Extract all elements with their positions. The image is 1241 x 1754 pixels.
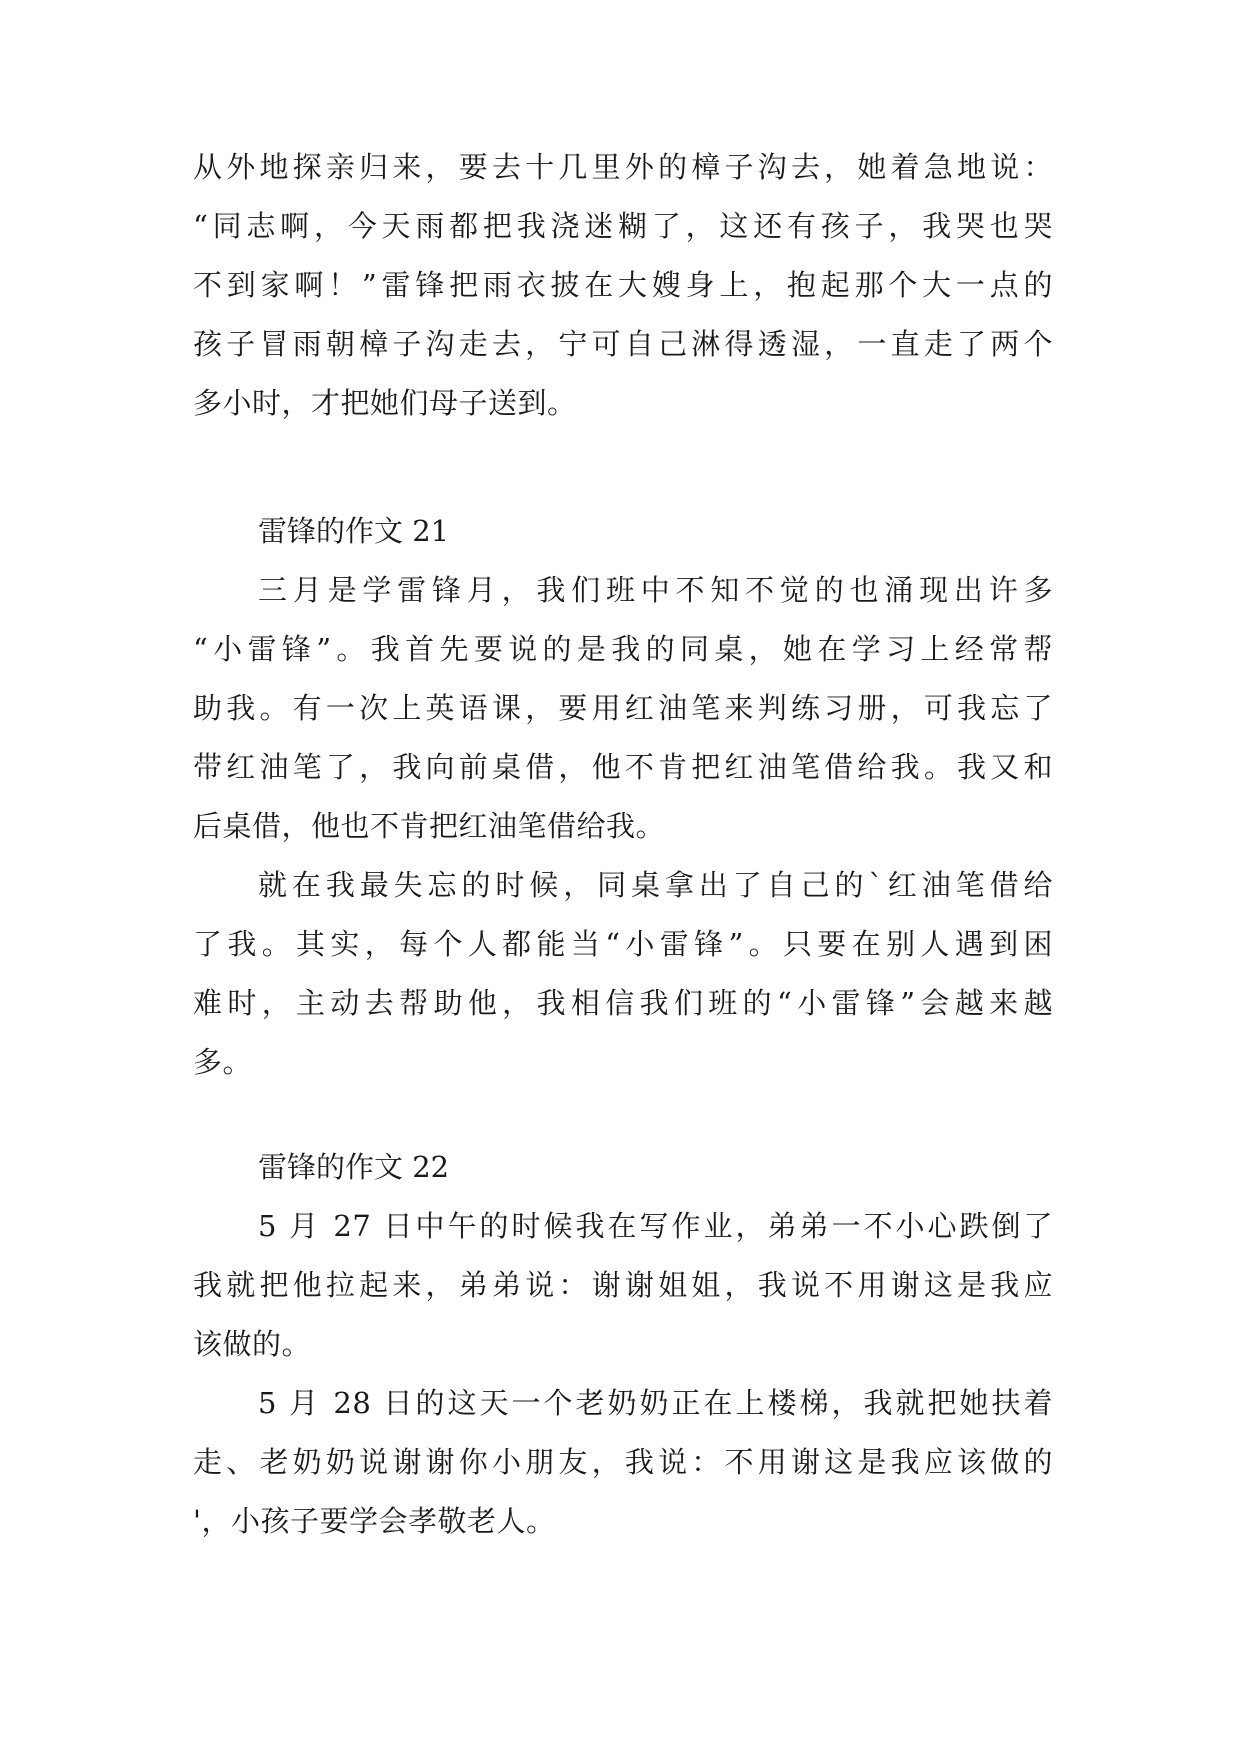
paragraph [193, 856, 1053, 1092]
text-line: “同志啊，今天雨都把我浇迷糊了，这还有孩子，我哭也哭 [193, 209, 1053, 243]
text-line: 后桌借，他也不肯把红油笔借给我。 [193, 809, 666, 843]
intro-paragraph [193, 138, 1053, 433]
text-line: 该做的。 [193, 1327, 312, 1361]
section-21 [193, 502, 1053, 1092]
text-line: 助我。有一次上英语课，要用红油笔来判练习册，可我忘了 [193, 691, 1053, 725]
section-22 [193, 1138, 1053, 1551]
text-line: 孩子冒雨朝樟子沟走去，宁可自己淋得透湿，一直走了两个 [193, 327, 1053, 361]
text-line: 不到家啊！”雷锋把雨衣披在大嫂身上，抱起那个大一点的 [193, 268, 1053, 302]
text-line: 三月是学雷锋月，我们班中不知不觉的也涌现出许多 [258, 573, 1053, 607]
section-heading: 雷锋的作文 21 [258, 514, 450, 548]
text-line: 5 月 27 日中午的时候我在写作业，弟弟一不小心跌倒了 [258, 1209, 1053, 1243]
text-line: 我就把他拉起来，弟弟说：谢谢姐姐，我说不用谢这是我应 [193, 1268, 1053, 1302]
text-line: 带红油笔了，我向前桌借，他不肯把红油笔借给我。我又和 [193, 750, 1053, 784]
paragraph [193, 1374, 1053, 1551]
text-line: '，小孩子要学会孝敬老人。 [193, 1504, 556, 1538]
text-line: 多。 [193, 1045, 253, 1079]
text-line: 从外地探亲归来，要去十几里外的樟子沟去，她着急地说： [193, 150, 1053, 184]
text-line: 走、老奶奶说谢谢你小朋友，我说：不用谢这是我应该做的 [193, 1445, 1053, 1479]
paragraph [193, 1197, 1053, 1374]
text-line: “小雷锋”。我首先要说的是我的同桌，她在学习上经常帮 [193, 632, 1053, 666]
section-heading: 雷锋的作文 22 [258, 1150, 450, 1184]
text-line: 5 月 28 日的这天一个老奶奶正在上楼梯，我就把她扶着 [258, 1386, 1053, 1420]
text-line: 了我。其实，每个人都能当“小雷锋”。只要在别人遇到困 [193, 927, 1053, 961]
text-line: 难时，主动去帮助他，我相信我们班的“小雷锋”会越来越 [193, 986, 1053, 1020]
text-line: 就在我最失忘的时候，同桌拿出了自己的`红油笔借给 [258, 868, 1053, 902]
text-line: 多小时，才把她们母子送到。 [193, 386, 577, 420]
paragraph [193, 561, 1053, 856]
